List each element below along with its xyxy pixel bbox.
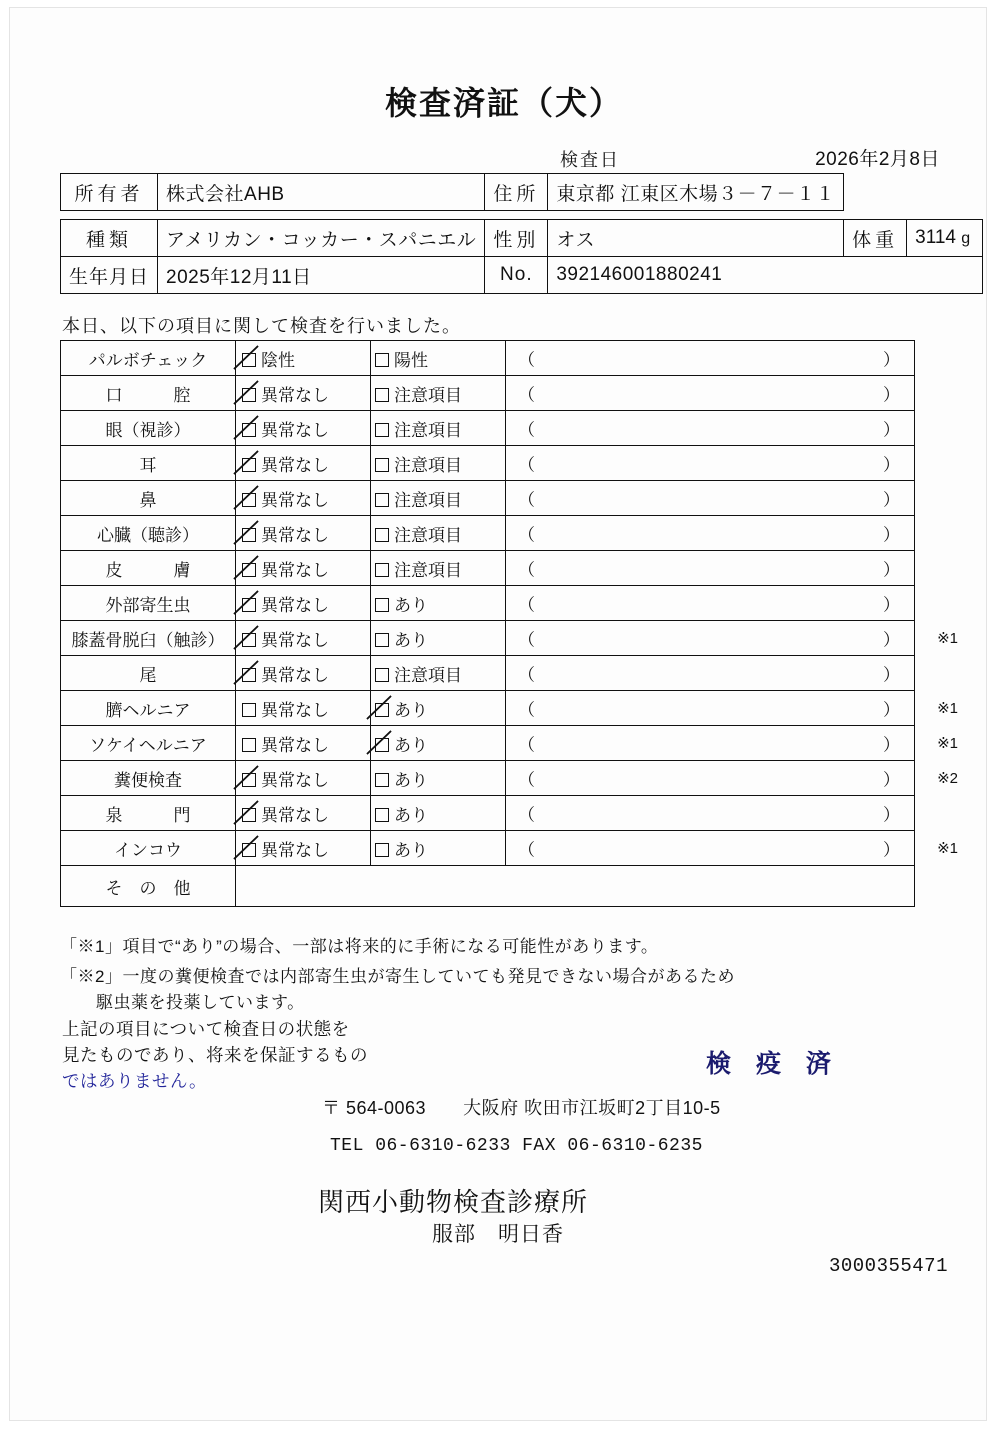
checklist-option-1[interactable]: [236, 726, 371, 761]
paren-close: ）: [883, 525, 900, 545]
checklist-comment-field[interactable]: [506, 726, 958, 761]
checklist-option-1[interactable]: [236, 656, 371, 691]
paren-close: ）: [883, 805, 900, 825]
checkbox[interactable]: [375, 843, 389, 857]
checklist-option-2[interactable]: [371, 551, 506, 586]
exam-date-value: 2026年2月8日: [815, 149, 940, 170]
disclaimer-text: [62, 1016, 368, 1094]
paren-close: ）: [883, 490, 900, 510]
paren-open: （: [518, 560, 535, 580]
paren-close: ）: [883, 665, 900, 685]
checkbox[interactable]: [242, 528, 256, 542]
checklist-item-label: 眼（視診）: [61, 411, 236, 446]
breed-row: [61, 220, 983, 257]
birth-row: [61, 257, 983, 294]
disclaimer-line-1: 上記の項目について検査日の状態を: [62, 1019, 350, 1039]
paren-open: （: [518, 840, 535, 860]
intro-text: 本日、以下の項目に関して検査を行いました。: [62, 316, 461, 336]
paren-open: （: [518, 700, 535, 720]
checklist-row: [61, 481, 915, 516]
checklist-option-1[interactable]: [236, 376, 371, 411]
option-label: あり: [394, 630, 428, 650]
clinic-name: 関西小動物検査診療所: [318, 1187, 589, 1217]
option-label: 注意項目: [394, 560, 462, 580]
checklist-option-1[interactable]: [236, 621, 371, 656]
checklist-comment-field[interactable]: [506, 691, 958, 726]
serial-number: 3000355471: [828, 1255, 948, 1277]
header-info-table: [60, 173, 983, 294]
checklist-item-label: 耳: [61, 446, 236, 481]
option-label: あり: [394, 735, 428, 755]
checklist-row: [61, 656, 915, 691]
checkbox[interactable]: [375, 703, 389, 717]
paren-open: （: [518, 420, 535, 440]
checkbox[interactable]: [242, 493, 256, 507]
paren-close: ）: [883, 560, 900, 580]
breed-label: 種類: [61, 220, 158, 257]
checkbox[interactable]: [375, 423, 389, 437]
checklist-row: [61, 761, 915, 796]
owner-value: 株式会社AHB: [158, 174, 485, 211]
checklist-item-label: 膝蓋骨脱臼（触診）: [61, 621, 236, 656]
checklist-row: [61, 621, 915, 656]
footnote-marker: ※1: [937, 630, 958, 647]
checklist-option-2[interactable]: [371, 621, 506, 656]
checklist-row: [61, 516, 915, 551]
footnote-marker: ※1: [937, 840, 958, 857]
paren-open: （: [518, 805, 535, 825]
paren-open: （: [518, 630, 535, 650]
paren-close: ）: [883, 735, 900, 755]
paren-open: （: [518, 595, 535, 615]
option-label: 異常なし: [261, 595, 329, 615]
checklist-item-label: 尾: [61, 656, 236, 691]
paren-close: ）: [883, 700, 900, 720]
checklist-comment-field[interactable]: [506, 376, 915, 411]
checklist-option-2[interactable]: [371, 376, 506, 411]
checklist-comment-field[interactable]: [506, 656, 915, 691]
checkbox[interactable]: [242, 458, 256, 472]
checkbox[interactable]: [242, 773, 256, 787]
option-label: 異常なし: [261, 385, 329, 405]
footnote-2-line2: 駆虫薬を投薬しています。: [96, 993, 305, 1012]
checklist-option-1[interactable]: [236, 481, 371, 516]
option-label: あり: [394, 595, 428, 615]
option-label: 異常なし: [261, 455, 329, 475]
option-label: あり: [394, 700, 428, 720]
checkbox[interactable]: [375, 598, 389, 612]
checklist-option-2[interactable]: [371, 691, 506, 726]
option-label: 異常なし: [261, 735, 329, 755]
weight-unit: g: [961, 230, 971, 247]
option-label: 異常なし: [261, 420, 329, 440]
checkbox[interactable]: [375, 353, 389, 367]
weight-label: 体重: [844, 220, 907, 257]
checklist-comment-field[interactable]: [506, 796, 915, 831]
sex-value: オス: [548, 220, 844, 257]
paren-open: （: [518, 385, 535, 405]
paren-close: ）: [883, 770, 900, 790]
checkbox[interactable]: [242, 563, 256, 577]
checklist-option-2[interactable]: [371, 446, 506, 481]
checklist-option-2[interactable]: [371, 831, 506, 866]
option-label: 注意項目: [394, 385, 462, 405]
checkbox[interactable]: [375, 493, 389, 507]
checklist-row: [61, 411, 915, 446]
quarantine-stamp: 検 疫 済: [706, 1050, 840, 1078]
checklist-comment-field[interactable]: [506, 516, 915, 551]
checklist-option-1[interactable]: [236, 551, 371, 586]
checklist-item-label: パルボチェック: [61, 341, 236, 376]
option-label: 注意項目: [394, 525, 462, 545]
checklist-item-label: 口 腔: [61, 376, 236, 411]
paren-open: （: [518, 525, 535, 545]
owner-row: [61, 174, 983, 211]
checklist-item-label: 泉 門: [61, 796, 236, 831]
option-label: 陰性: [261, 350, 295, 370]
option-label: 異常なし: [261, 805, 329, 825]
checklist-comment-field[interactable]: [506, 831, 958, 866]
checklist-comment-field[interactable]: [506, 411, 915, 446]
checklist-item-label: そ の 他: [61, 866, 236, 907]
checklist-option-2[interactable]: [371, 761, 506, 796]
weight-value: 3114: [915, 227, 956, 248]
checklist-option-1[interactable]: [236, 796, 371, 831]
checkbox[interactable]: [242, 633, 256, 647]
checkbox[interactable]: [375, 633, 389, 647]
checkbox[interactable]: [375, 388, 389, 402]
option-label: あり: [394, 805, 428, 825]
paren-close: ）: [883, 420, 900, 440]
checkbox[interactable]: [375, 738, 389, 752]
breed-value: アメリカン・コッカー・スパニエル: [158, 220, 485, 257]
option-label: 注意項目: [394, 665, 462, 685]
option-label: 異常なし: [261, 525, 329, 545]
footnote-1: 「※1」項目で“あり”の場合、一部は将来的に手術になる可能性があります。: [60, 937, 659, 956]
option-label: 異常なし: [261, 700, 329, 720]
checkbox[interactable]: [242, 598, 256, 612]
paren-close: ）: [883, 455, 900, 475]
paren-close: ）: [883, 630, 900, 650]
checklist-option-1[interactable]: [236, 691, 371, 726]
checklist-comment-field[interactable]: [506, 621, 958, 656]
checklist-row: [61, 866, 915, 907]
checklist-comment-field[interactable]: [506, 551, 915, 586]
option-label: 異常なし: [261, 630, 329, 650]
paren-close: ）: [883, 385, 900, 405]
checklist-row: [61, 446, 915, 481]
checklist-option-2[interactable]: [371, 796, 506, 831]
no-label: No.: [485, 257, 548, 294]
option-label: 異常なし: [261, 840, 329, 860]
checklist-item-label: 心臓（聴診）: [61, 516, 236, 551]
checklist-row: [61, 691, 915, 726]
footnote-marker: ※2: [937, 770, 958, 787]
disclaimer-line-2: 見たものであり、将来を保証するもの: [62, 1045, 368, 1065]
checklist-comment-field[interactable]: [506, 341, 915, 376]
other-free-text-cell[interactable]: [236, 866, 915, 907]
sex-label: 性別: [485, 220, 548, 257]
disclaimer-line-3: ではありません。: [62, 1071, 208, 1091]
option-label: 異常なし: [261, 490, 329, 510]
checkbox[interactable]: [375, 528, 389, 542]
option-label: あり: [394, 770, 428, 790]
checklist-comment-field[interactable]: [506, 761, 958, 796]
checklist-row: [61, 376, 915, 411]
paren-open: （: [518, 770, 535, 790]
checklist-row: [61, 586, 915, 621]
checklist-option-1[interactable]: [236, 831, 371, 866]
paren-open: （: [518, 490, 535, 510]
checklist-comment-field[interactable]: [506, 481, 915, 516]
owner-label: 所有者: [61, 174, 158, 211]
checkbox[interactable]: [242, 668, 256, 682]
paren-close: ）: [883, 595, 900, 615]
option-label: あり: [394, 840, 428, 860]
checklist-option-2[interactable]: [371, 411, 506, 446]
option-label: 異常なし: [261, 665, 329, 685]
clinic-person: 服部 明日香: [432, 1223, 564, 1246]
checklist-option-1[interactable]: [236, 761, 371, 796]
option-label: 注意項目: [394, 420, 462, 440]
checklist-item-label: 外部寄生虫: [61, 586, 236, 621]
checklist-row: [61, 551, 915, 586]
checklist-option-2[interactable]: [371, 481, 506, 516]
checklist-row: [61, 726, 915, 761]
clinic-tel-fax: TEL 06-6310-6233 FAX 06-6310-6235: [330, 1136, 703, 1156]
checklist-row: [61, 831, 915, 866]
checklist-option-1[interactable]: [236, 341, 371, 376]
paren-open: （: [518, 665, 535, 685]
checklist-option-1[interactable]: [236, 516, 371, 551]
option-label: 異常なし: [261, 770, 329, 790]
checkbox[interactable]: [375, 458, 389, 472]
checklist-option-1[interactable]: [236, 586, 371, 621]
paren-open: （: [518, 350, 535, 370]
paren-open: （: [518, 455, 535, 475]
checklist-option-1[interactable]: [236, 446, 371, 481]
checklist-comment-field[interactable]: [506, 586, 915, 621]
checkbox[interactable]: [242, 388, 256, 402]
checkbox[interactable]: [375, 773, 389, 787]
option-label: 異常なし: [261, 560, 329, 580]
address-label: 住所: [485, 174, 548, 211]
footnote-marker: ※1: [937, 700, 958, 717]
checkbox[interactable]: [375, 668, 389, 682]
clinic-address: 〒 564-0063 大阪府 吹田市江坂町2丁目10-5: [322, 1098, 721, 1118]
checkbox[interactable]: [242, 738, 256, 752]
page-title: 検査済証（犬）: [384, 85, 623, 121]
exam-date-label: 検査日: [560, 150, 620, 170]
paren-open: （: [518, 735, 535, 755]
checklist-option-1[interactable]: [236, 411, 371, 446]
checklist-item-label: 臍ヘルニア: [61, 691, 236, 726]
checklist-option-2[interactable]: [371, 656, 506, 691]
checklist-row: [61, 341, 915, 376]
checkbox[interactable]: [375, 808, 389, 822]
option-label: 注意項目: [394, 490, 462, 510]
weight-value-cell: [907, 220, 983, 257]
checkbox[interactable]: [242, 843, 256, 857]
checklist-item-label: ソケイヘルニア: [61, 726, 236, 761]
birth-value: 2025年12月11日: [158, 257, 485, 294]
checkbox[interactable]: [242, 423, 256, 437]
paren-close: ）: [883, 350, 900, 370]
option-label: 陽性: [394, 350, 428, 370]
address-value: 東京都 江東区木場３－７－１１: [548, 174, 844, 211]
checklist-option-2[interactable]: [371, 516, 506, 551]
checkbox[interactable]: [242, 703, 256, 717]
checklist-option-2[interactable]: [371, 586, 506, 621]
checkbox[interactable]: [242, 808, 256, 822]
checklist-row: [61, 796, 915, 831]
checklist-item-label: 糞便検査: [61, 761, 236, 796]
option-label: 注意項目: [394, 455, 462, 475]
checklist-item-label: 鼻: [61, 481, 236, 516]
checklist-option-2[interactable]: [371, 341, 506, 376]
checkbox[interactable]: [242, 353, 256, 367]
checklist-table: [60, 340, 958, 907]
birth-label: 生年月日: [61, 257, 158, 294]
checkbox[interactable]: [375, 563, 389, 577]
footnote-2-line1: 「※2」一度の糞便検査では内部寄生虫が寄生していても発見できない場合があるため: [60, 967, 735, 986]
checklist-option-2[interactable]: [371, 726, 506, 761]
checklist-item-label: インコウ: [61, 831, 236, 866]
no-value: 392146001880241: [548, 257, 983, 294]
footnote-marker: ※1: [937, 735, 958, 752]
checklist-item-label: 皮 膚: [61, 551, 236, 586]
paren-close: ）: [883, 840, 900, 860]
checklist-comment-field[interactable]: [506, 446, 915, 481]
